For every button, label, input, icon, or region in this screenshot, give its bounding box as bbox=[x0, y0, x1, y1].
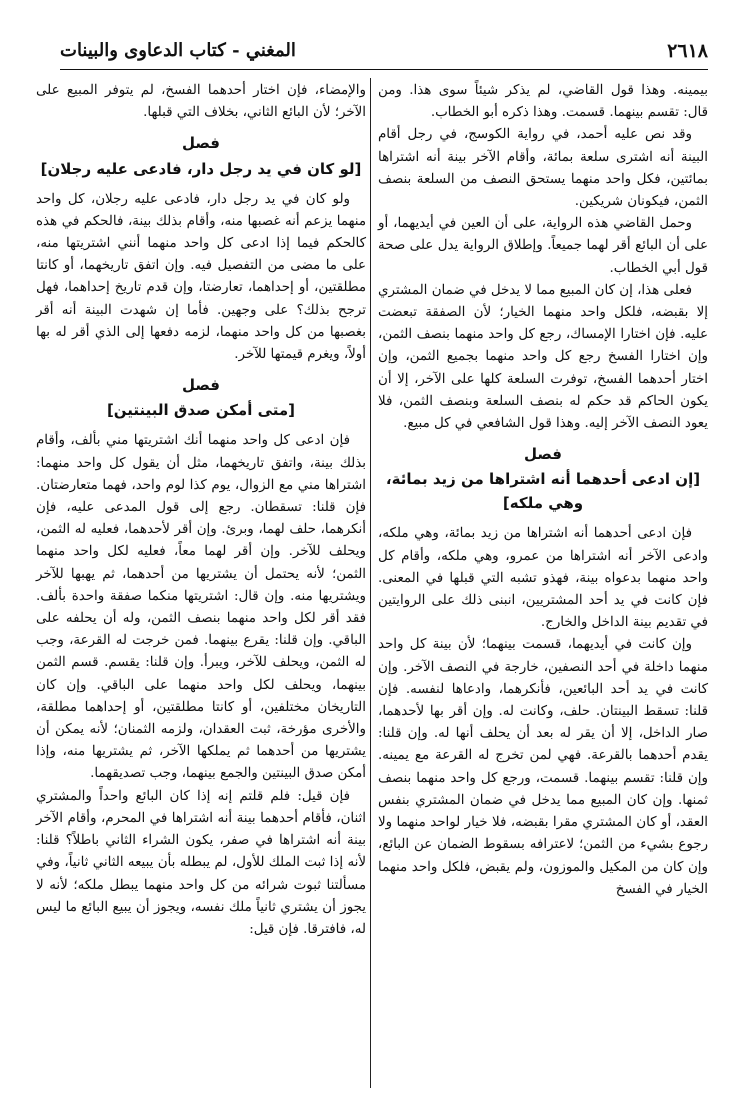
section-heading: فصل bbox=[182, 134, 220, 153]
left-column bbox=[36, 80, 366, 941]
chapter-title: كتاب الدعاوى والبينات bbox=[60, 40, 226, 61]
header-rule bbox=[60, 69, 708, 70]
paragraph: فإن ادعى أحدهما أنه اشتراها من زيد بمائة، وهي ملكه، وادعى الآخر أنه اشتراها من عمرو، وهي ملكه، وأقام كل واحد منهما بدعواه بينة، فهذو تشبه التي قبلها في المعنى. فإن كانت في يد أحد المشتريين، انبنى ذلك على الروايتين في تقديم بينة الداخل والخارج. bbox=[378, 526, 708, 631]
paragraph: وحمل القاضي هذه الرواية، على أن العين في أيديهما، أو على أن البائع أقر لهما جميعاً. وإطلاق الرواية يدل على صحة قول أبي الخطاب. bbox=[378, 216, 708, 276]
page-number: ٢٦١٨ bbox=[667, 40, 708, 62]
book-title: المغني bbox=[245, 40, 296, 61]
title-separator: - bbox=[225, 40, 246, 61]
paragraph: وقد نص عليه أحمد، في رواية الكوسج، في رجل أقام البينة أنه اشترى سلعة بمائة، وأقام الآخر بينة أنه اشتراها بمائتين، فكل واحد منهما يستحق النصف من السلعة بنصف الثمن، فيكونان شريكين. bbox=[378, 127, 708, 210]
section-title: [إن ادعى أحدهما أنه اشتراها من زيد بمائة، وهي ملكه] bbox=[385, 470, 701, 513]
paragraph: فإن ادعى كل واحد منهما أنك اشتريتها مني بألف، وأقام بذلك بينة، واتفق تاريخهما، مثل أن يقول كل واحد منهما: اشتراها مني مع الزوال، يوم كذا لوم واحد، فهما متعارضتان. فإن قلنا: تسقطان. رجع إلى قول المدعى عليه، فإن أنكرهما، حلف لهما، وبرئ. وإن أقر لأحدهما، فعليه له الثمن، ويحلف للآخر. وإن أقر لهما معاً، فعليه لكل واحد منهما الثمن؛ لأنه يحتمل أن يشتريها من أحدهما، ثم يهبها للآخر ويشتريها منه. وإن قال: اشتريتها منكما صفقة واحدة بألف. فقد أقر لكل واحد منهما بنصف الثمن، وله أن يحلفه على الباقي. وإن قلنا: يقرع بينهما. فمن خرجت له القرعة، وجب له الثمن، ويحلف للآخر، ويبرأ. وإن قلنا: يقسم. قسم الثمن بينهما، ويحلف لكل واحد منهما على الباقي. وإن كان التاريخان مختلفين، أو كانتا مطلقتين، أو إحداهما مطلقة، والأخرى مؤرخة، ثبت العقدان، ولزمه الثمنان؛ لأنه يمكن أن يشتريها من أحدهما ثم يملكها الآخر، ثم يشتريها منه، وإذا أمكن صدق البينتين والجمع بينهما، وجب تصديقهما. bbox=[36, 433, 366, 782]
running-title bbox=[60, 40, 296, 61]
column-divider bbox=[370, 78, 371, 1088]
page-header bbox=[60, 38, 708, 66]
paragraph: فعلى هذا، إن كان المبيع مما لا يدخل في ضمان المشتري إلا بقبضه، فلكل واحد منهما الخيار؛ لأن الصفقة تبعضت عليه. فإن اختارا الإمساك، رجع كل واحد منهما بنصف الثمن، وإن اختارا الفسخ رجع كل واحد منهما بجميع الثمن، وإن اختار أحدهما الفسخ، توفرت السلعة كلها على الآخر، إلا أن يكون الحاكم قد حكم له بنصف السلعة وبنصف الثمن، فلا يعود النصف الآخر إليه. وهذا قول الشافعي في كل مبيع. bbox=[378, 282, 708, 432]
paragraph: فإن قيل: فلم قلتم إنه إذا كان البائع واحداً والمشتري اثنان، فأقام أحدهما بينة أنه اشتراها في المحرم، وأقام الآخر بينة أنه اشتراها في صفر، يكون الشراء الثاني باطلاً؟ قلنا: لأنه إذا ثبت الملك للأول، لم يبطله بأن يبيعه الثاني ثانياً، وفي مسألتنا ثبوت شرائه من كل واحد منهما يبطل ملكه؛ لأنه لا يجوز أن يشتري ثانياً ملك نفسه، ويجوز أن يبيع البائع ما ليس له، فافترقا. فإن قيل: bbox=[36, 788, 366, 937]
paragraph: ولو كان في يد رجل دار، فادعى عليه رجلان، كل واحد منهما يزعم أنه غصبها منه، وأقام بذلك بينة، فالحكم في هذه كالحكم فيما إذا ادعى كل واحد منهما أنني اشتريتها منه، على ما مضى من التفصيل فيه. وإن اتفق تاريخهما، أو كانتا مطلقتين، أو إحداهما، تعارضتا، وإن قدم تاريخ إحداهما، فهل ترجح بذلك؟ على وجهين. فأما إن شهدت البينة أنه أقر بغصبها من كل واحد منهما، لزمه دفعها إلى الذي أقر له بها أولاً، ويغرم قيمتها للآخر. bbox=[36, 191, 366, 363]
section-heading: فصل bbox=[182, 376, 220, 395]
section-title: [متى أمكن صدق البينتين] bbox=[106, 401, 296, 420]
paragraph: والإمضاء، فإن اختار أحدهما الفسخ، لم يتوفر المبيع على الآخر؛ لأن البائع الثاني، بخلاف التي قبلها. bbox=[36, 83, 366, 121]
section-heading: فصل bbox=[524, 445, 562, 464]
paragraph: بيمينه. وهذا قول القاضي، لم يذكر شيئاً سوى هذا. ومن قال: تقسم بينهما. قسمت. وهذا ذكره أبو الخطاب. bbox=[378, 83, 708, 121]
paragraph: وإن كانت في أيديهما، قسمت بينهما؛ لأن بينة كل واحد منهما داخلة في أحد النصفين، خارجة في النصف الآخر. وإن كانت في يد أحد البائعين، فأنكرهما، وادعاها لنفسه. فإن قلنا: تسقط البينتان. حلف، وكانت له. وإن أقر بها لأحدهما، صار الداخل، إلا أن يقر له بعد أن يحلف أنها له. وإن قلنا: يقدم أحدهما بالقرعة. فهي لمن تخرج له القرعة مع يمينه. وإن قلنا: تقسم بينهما. قسمت، ورجع كل واحد منهما بنصف ثمنها. وإن كان المبيع مما يدخل في ضمان المشتري بنفس العقد، أو كان المشتري مقرا بقبضه، فلا خيار لواحد منهما ولا رجوع بشيء من الثمن؛ لاعترافه بسقوط الضمان عن البائع، وإن كان من المكيل والموزون، ولم يقبض، فلكل واحد منهما الخيار في الفسخ bbox=[378, 637, 708, 897]
right-column bbox=[378, 80, 708, 901]
section-title: [لو كان في يد رجل دار، فادعى عليه رجلان] bbox=[40, 159, 362, 178]
